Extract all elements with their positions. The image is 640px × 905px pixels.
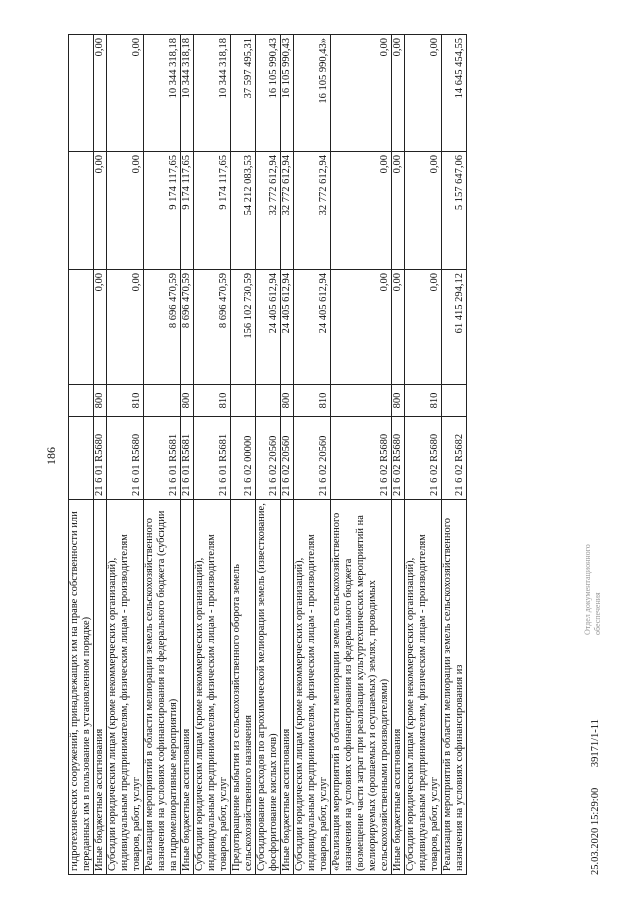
table-row (231, 35, 256, 875)
row-amount-2020: 0,00 (405, 270, 442, 385)
footer-doc-code: 39171/1-11 (590, 719, 601, 768)
row-name: гидротехнических сооружений, принадлежащих им на праве собственности или переданных им в пользование в установленном порядке) (69, 500, 94, 875)
watermark-line: Отдел документационного (583, 544, 592, 635)
row-expense-type (442, 385, 467, 417)
table-row (94, 35, 107, 875)
row-amount-2021: 0,00 (94, 152, 107, 270)
row-code: 21 6 01 R5681 (194, 417, 231, 500)
row-amount-2022: 10 344 318,18 (181, 35, 194, 152)
row-code: 21 6 02 R5680 (331, 417, 392, 500)
row-amount-2020: 156 102 730,59 (231, 270, 256, 385)
row-name: Субсидирование расходов по агрохимической мелиорации земель (известкование, фосфоритование кислых почв) (256, 500, 281, 875)
table-row (405, 35, 442, 875)
row-name: Иные бюджетные ассигнования (181, 500, 194, 875)
row-name: Субсидии юридическим лицам (кроме некоммерческих организаций), индивидуальным предпринимателям, физическим лицам - производителям товаров, работ, услуг (194, 500, 231, 875)
row-name: Субсидии юридическим лицам (кроме некоммерческих организаций), индивидуальным предпринимателям, физическим лицам - производителям товаров, работ, услуг (405, 500, 442, 875)
row-expense-type: 800 (281, 385, 294, 417)
row-amount-2021: 32 772 612,94 (256, 152, 281, 270)
row-amount-2022: 0,00 (392, 35, 405, 152)
row-amount-2021: 32 772 612,94 (294, 152, 331, 270)
row-code: 21 6 01 R5680 (107, 417, 144, 500)
row-name: Субсидии юридическим лицам (кроме некоммерческих организаций), индивидуальным предпринимателям, физическим лицам - производителям товаров, работ, услуг (294, 500, 331, 875)
table-row (256, 35, 281, 875)
row-name: «Реализация мероприятий в области мелиорации земель сельскохозяйственного назначения на условиях софинансирования из федерального бюджета (возмещение части затрат при реализации культуртехнических мероприятий на мелиорируемых (орошаемых и осушаемых) землях, проводимых сельскохозяйственными производителями) (331, 500, 392, 875)
page-number: 186 (44, 447, 58, 465)
row-amount-2020: 24 405 612,94 (294, 270, 331, 385)
row-amount-2021: 0,00 (107, 152, 144, 270)
budget-table (68, 34, 467, 875)
row-name: Иные бюджетные ассигнования (281, 500, 294, 875)
row-amount-2022: 16 105 990,43 (256, 35, 281, 152)
row-code: 21 6 02 R5682 (442, 417, 467, 500)
row-name: Иные бюджетные ассигнования (392, 500, 405, 875)
table-row (144, 35, 181, 875)
footer-datetime: 25.03.2020 15:29:00 (590, 787, 601, 875)
row-amount-2022: 0,00 (107, 35, 144, 152)
row-code: 21 6 02 00000 (231, 417, 256, 500)
row-amount-2021: 9 174 117,65 (194, 152, 231, 270)
row-name: Реализация мероприятий в области мелиорации земель сельскохозяйственного назначения на условиях софинансирования из (442, 500, 467, 875)
row-expense-type (69, 385, 94, 417)
row-amount-2021: 54 212 083,53 (231, 152, 256, 270)
row-amount-2020: 0,00 (107, 270, 144, 385)
row-code: 21 6 02 20560 (256, 417, 281, 500)
row-code: 21 6 02 20560 (281, 417, 294, 500)
row-code: 21 6 02 R5680 (392, 417, 405, 500)
row-amount-2021: 0,00 (392, 152, 405, 270)
row-amount-2020: 0,00 (331, 270, 392, 385)
row-amount-2021: 32 772 612,94 (281, 152, 294, 270)
row-name: Иные бюджетные ассигнования (94, 500, 107, 875)
table-row (281, 35, 294, 875)
watermark-line: обеспечения (593, 592, 602, 635)
table-row (331, 35, 392, 875)
row-amount-2020 (69, 270, 94, 385)
row-expense-type (256, 385, 281, 417)
row-code: 21 6 01 R5681 (144, 417, 181, 500)
row-name: Предотвращение выбытия из сельскохозяйственного оборота земель сельскохозяйственного назначения (231, 500, 256, 875)
row-name: Субсидии юридическим лицам (кроме некоммерческих организаций), индивидуальным предпринимателям, физическим лицам - производителям товаров, работ, услуг (107, 500, 144, 875)
row-amount-2021: 5 157 647,06 (442, 152, 467, 270)
row-amount-2020: 61 415 294,12 (442, 270, 467, 385)
table-row (181, 35, 194, 875)
row-expense-type: 800 (181, 385, 194, 417)
table-row (194, 35, 231, 875)
row-amount-2022: 10 344 318,18 (194, 35, 231, 152)
table-row (392, 35, 405, 875)
row-amount-2022: 0,00 (94, 35, 107, 152)
row-expense-type: 810 (194, 385, 231, 417)
row-amount-2022 (69, 35, 94, 152)
row-amount-2022: 0,00 (405, 35, 442, 152)
row-amount-2022: 14 645 454,55 (442, 35, 467, 152)
row-amount-2022: 0,00 (331, 35, 392, 152)
row-amount-2020: 8 696 470,59 (181, 270, 194, 385)
row-code: 21 6 02 20560 (294, 417, 331, 500)
row-amount-2022: 16 105 990,43» (294, 35, 331, 152)
row-expense-type (331, 385, 392, 417)
row-amount-2022: 16 105 990,43 (281, 35, 294, 152)
row-amount-2022: 10 344 318,18 (144, 35, 181, 152)
row-expense-type (144, 385, 181, 417)
row-expense-type: 810 (294, 385, 331, 417)
row-amount-2020: 0,00 (392, 270, 405, 385)
row-amount-2020: 0,00 (94, 270, 107, 385)
table-row (69, 35, 94, 875)
row-expense-type: 800 (392, 385, 405, 417)
row-expense-type (231, 385, 256, 417)
row-amount-2022: 37 597 495,31 (231, 35, 256, 152)
row-expense-type: 810 (107, 385, 144, 417)
footer (590, 701, 601, 875)
row-amount-2021: 9 174 117,65 (144, 152, 181, 270)
row-amount-2020: 24 405 612,94 (256, 270, 281, 385)
watermark (583, 544, 603, 635)
row-amount-2021 (69, 152, 94, 270)
row-amount-2020: 24 405 612,94 (281, 270, 294, 385)
row-expense-type: 800 (94, 385, 107, 417)
row-amount-2020: 8 696 470,59 (194, 270, 231, 385)
table-row (442, 35, 467, 875)
row-code: 21 6 02 R5680 (405, 417, 442, 500)
table-row (294, 35, 331, 875)
row-code: 21 6 01 R5681 (181, 417, 194, 500)
row-name: Реализация мероприятий в области мелиорации земель сельскохозяйственного назначения на условиях софинансирования из федерального бюджета (субсидии на гидромелиоративные мероприятия) (144, 500, 181, 875)
row-amount-2021: 0,00 (331, 152, 392, 270)
row-amount-2020: 8 696 470,59 (144, 270, 181, 385)
table-row (107, 35, 144, 875)
row-code: 21 6 01 R5680 (94, 417, 107, 500)
row-amount-2021: 0,00 (405, 152, 442, 270)
row-code (69, 417, 94, 500)
row-amount-2021: 9 174 117,65 (181, 152, 194, 270)
row-expense-type: 810 (405, 385, 442, 417)
